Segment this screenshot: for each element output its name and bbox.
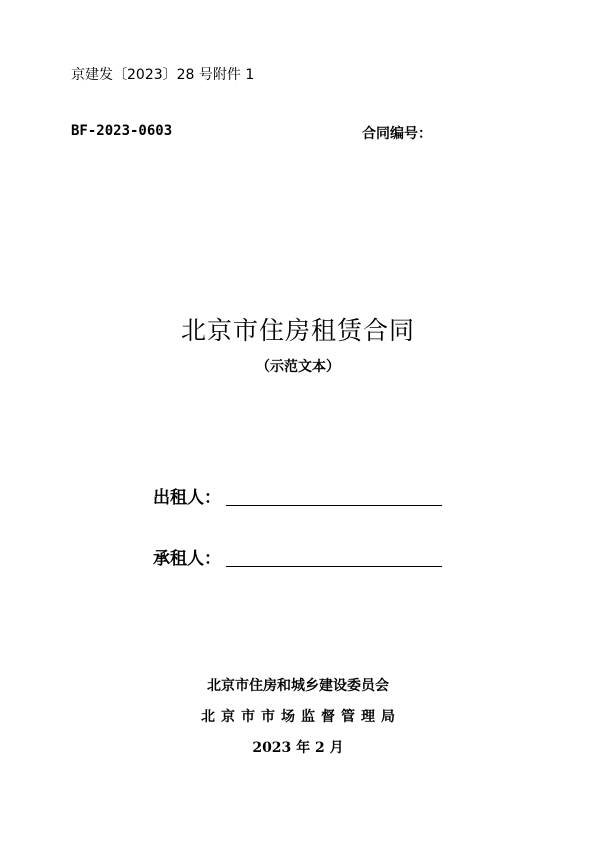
lessee-blank-line[interactable] bbox=[226, 566, 442, 567]
lessee-row bbox=[153, 547, 442, 569]
issuer-housing-commission: 北京市住房和城乡建设委员会 bbox=[207, 678, 389, 694]
issue-date: 2023 年 2 月 bbox=[252, 740, 344, 756]
page-subtitle: （示范文本） bbox=[256, 359, 340, 375]
contract-number-label: 合同编号： bbox=[362, 126, 432, 142]
lessee-label: 承租人： bbox=[153, 549, 221, 569]
page-title: 北京市住房租赁合同 bbox=[180, 316, 415, 345]
bf-code: BF-2023-0603 bbox=[71, 123, 173, 139]
lessor-label: 出租人： bbox=[153, 488, 221, 508]
lessor-row bbox=[153, 486, 442, 508]
document-reference: 京建发〔2023〕28 号附件 1 bbox=[71, 67, 255, 83]
issuer-market-regulation: 北京市市场监督管理局 bbox=[201, 709, 401, 725]
lessor-blank-line[interactable] bbox=[226, 505, 442, 506]
